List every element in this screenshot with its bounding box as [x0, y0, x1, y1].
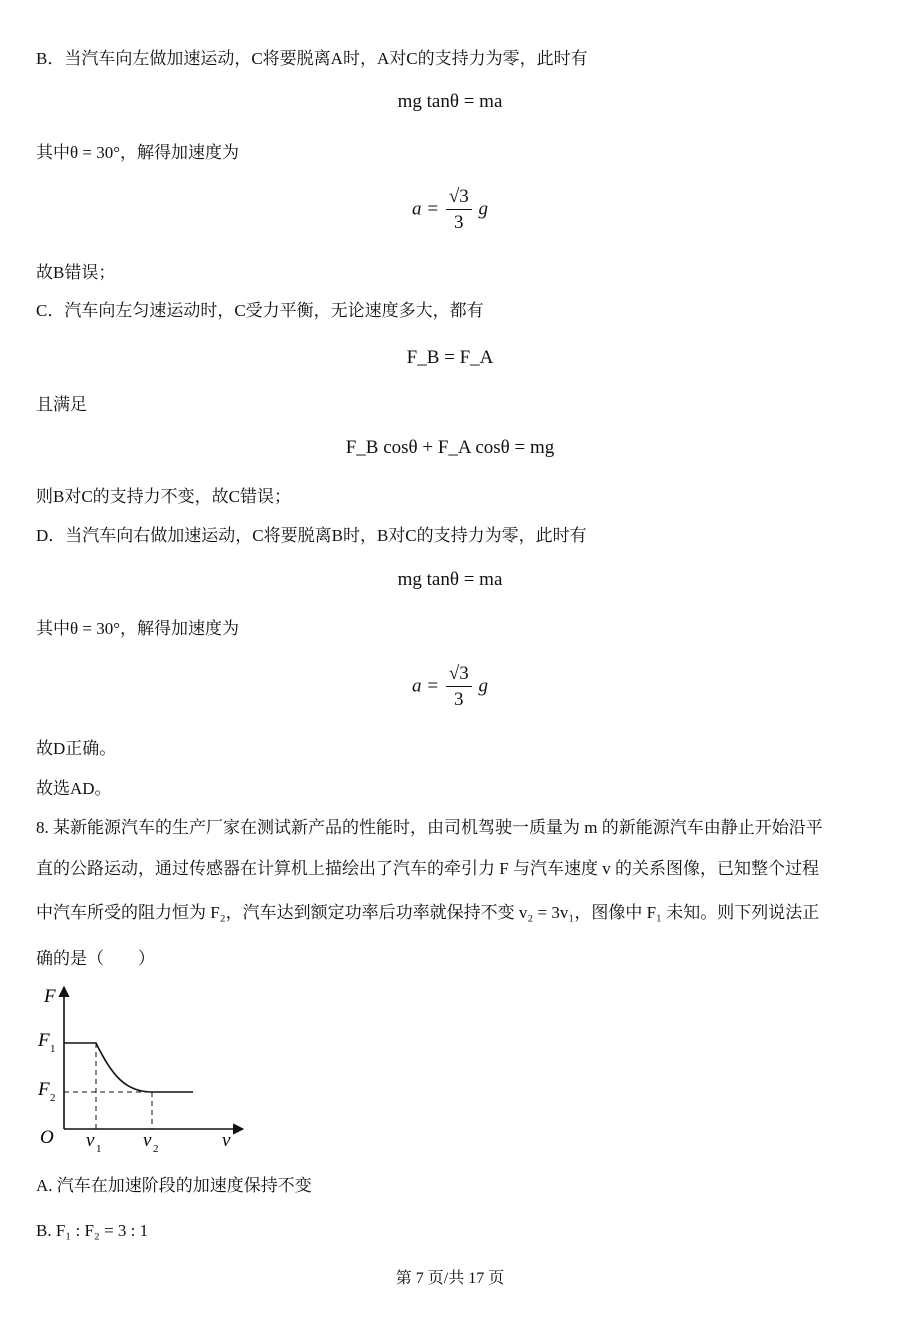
v1-label: v	[86, 1130, 95, 1151]
fraction-denominator: 3	[454, 689, 464, 710]
equation-mg-tan: mg tanθ = ma	[397, 91, 503, 112]
theta-prefix: 其中	[36, 619, 70, 638]
fraction-numerator: √3	[446, 186, 472, 210]
equation-mg-tan-2: mg tanθ = ma	[397, 569, 503, 590]
y-axis-label: F	[44, 986, 56, 1007]
fraction-denominator: 3	[454, 212, 464, 233]
theta-condition-2	[36, 618, 239, 640]
equation-acceleration	[0, 186, 900, 234]
v2-sub: 2	[153, 1143, 159, 1155]
option-b: B. F₁ : F₂ = 3 : 1	[36, 1221, 149, 1240]
theta-condition	[36, 142, 239, 164]
fraction	[446, 186, 472, 234]
theta-value: θ = 30°	[70, 143, 121, 162]
equation-force-balance: F_B = F_A	[406, 347, 494, 368]
question-line-2: 直的公路运动，通过传感器在计算机上描绘出了汽车的牵引力 F 与汽车速度 v 的关系图像，已知整个过程	[36, 859, 819, 878]
theta-value: θ = 30°	[70, 619, 121, 638]
theta-suffix: ，解得加速度为	[120, 619, 240, 638]
eq-lhs: a =	[411, 675, 440, 697]
option-b-analysis: B．当汽车向左做加速运动，C将要脱离A时，A对C的支持力为零，此时有	[36, 49, 588, 68]
equation-acceleration-2	[0, 663, 900, 711]
v1-sub: 1	[96, 1143, 102, 1155]
option-b-conclusion: 故B错误；	[36, 263, 116, 282]
f2-sub: 2	[50, 1092, 56, 1104]
theta-suffix: ，解得加速度为	[120, 143, 240, 162]
equation-vertical-balance: F_B cosθ + F_A cosθ = mg	[345, 437, 555, 458]
origin-label: O	[40, 1127, 54, 1148]
eq-tail: g	[478, 198, 488, 220]
x-axis-label: v	[222, 1130, 231, 1151]
f1-sub: 1	[50, 1043, 56, 1055]
v2-label: v	[143, 1130, 152, 1151]
theta-prefix: 其中	[36, 143, 70, 162]
also-satisfies: 且满足	[36, 395, 87, 414]
question-line-3: 中汽车所受的阻力恒为 F₂，汽车达到额定功率后功率就保持不变 v₂ = 3v₁，图像中 F₁ 未知。则下列说法正	[36, 903, 820, 922]
option-a: A. 汽车在加速阶段的加速度保持不变	[36, 1176, 312, 1195]
eq-tail: g	[478, 675, 488, 697]
option-c-conclusion: 则B对C的支持力不变，故C错误；	[36, 487, 292, 506]
option-c-analysis: C．汽车向左匀速运动时，C受力平衡，无论速度多大，都有	[36, 301, 484, 320]
eq-lhs: a =	[411, 198, 440, 220]
force-velocity-graph	[30, 982, 250, 1162]
page-footer: 第 7 页/共 17 页	[395, 1270, 505, 1287]
question-line-4: 确的是（ ）	[36, 949, 155, 968]
option-d-conclusion: 故D正确。	[36, 739, 117, 758]
fraction	[446, 663, 472, 711]
answer-line: 故选AD。	[36, 779, 112, 798]
fraction-numerator: √3	[446, 663, 472, 687]
force-curve	[64, 1043, 193, 1092]
option-d-analysis: D．当汽车向右做加速运动，C将要脱离B时，B对C的支持力为零，此时有	[36, 526, 587, 545]
question-line-1: 8. 某新能源汽车的生产厂家在测试新产品的性能时，由司机驾驶一质量为 m 的新能源汽车由静止开始沿平	[36, 818, 823, 837]
f2-label: F	[38, 1079, 50, 1100]
f1-label: F	[38, 1030, 50, 1051]
